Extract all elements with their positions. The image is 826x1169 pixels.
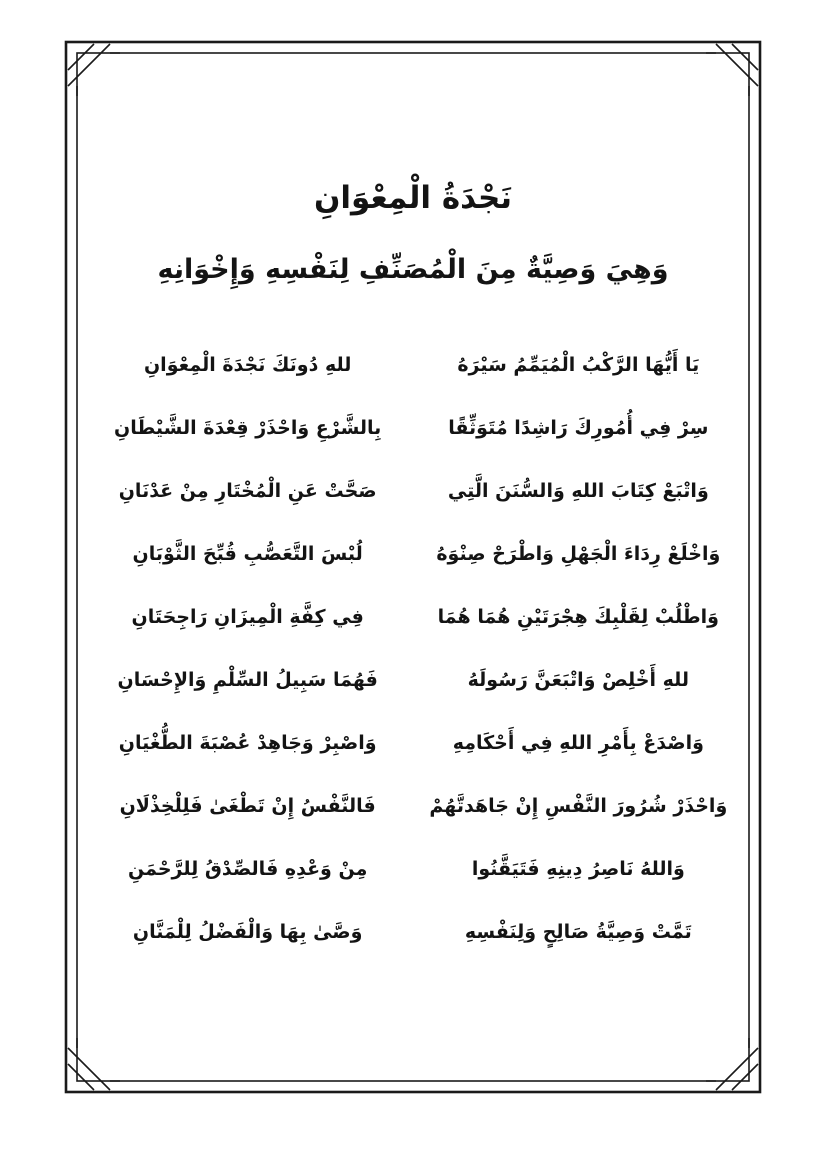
- verse-second-hemistich: لُبْسَ التَّعَصُّبِ قُبِّحَ الثَّوْبَانِ: [132, 543, 363, 565]
- verse-row: [92, 347, 734, 383]
- verse-first-hemistich: وَاخْلَعْ رِدَاءَ الْجَهْلِ وَاطْرَحْ صِنْوَهُ: [436, 543, 721, 565]
- verse-second-hemistich: صَحَّتْ عَنِ الْمُخْتَارِ مِنْ عَدْنَانِ: [118, 480, 377, 502]
- verse-second-hemistich: وَصَّىٰ بِهَا وَالْفَضْلُ لِلْمَنَّانِ: [132, 921, 363, 943]
- verse-row: [92, 788, 734, 824]
- verse-row: [92, 410, 734, 446]
- poem-subtitle: وَهِيَ وَصِيَّةٌ مِنَ الْمُصَنِّفِ لِنَفْسِهِ وَإِخْوَانِهِ: [157, 254, 669, 285]
- verse-row: [92, 599, 734, 635]
- verse-first-hemistich: وَاحْذَرْ شُرُورَ النَّفْسِ إِنْ جَاهَدتَّهُمْ: [429, 795, 728, 817]
- poem-title: نَجْدَةُ الْمِعْوَانِ: [313, 180, 513, 216]
- verse-row: [92, 473, 734, 509]
- verse-second-hemistich: للهِ دُونَكَ نَجْدَةَ الْمِعْوَانِ: [143, 354, 352, 376]
- verse-second-hemistich: فَالنَّفْسُ إِنْ تَطْغَىٰ فَلِلْخِذْلَانِ: [119, 795, 376, 817]
- verse-second-hemistich: بِالشَّرْعِ وَاحْذَرْ قِعْدَةَ الشَّيْطَانِ: [114, 417, 382, 439]
- verse-first-hemistich: للهِ أَخْلِصْ وَاتْبَعَنَّ رَسُولَهُ: [467, 669, 689, 691]
- verse-first-hemistich: وَاصْدَعْ بِأَمْرِ اللهِ فِي أَحْكَامِهِ: [452, 732, 704, 754]
- verse-list: [92, 347, 734, 950]
- verse-row: [92, 536, 734, 572]
- corner-ornament-bottom-left: [68, 1038, 120, 1090]
- verse-row: [92, 662, 734, 698]
- corner-ornament-bottom-right: [706, 1038, 758, 1090]
- verse-first-hemistich: سِرْ فِي أُمُورِكَ رَاشِدًا مُتَوَثِّقًا: [448, 417, 709, 439]
- verse-second-hemistich: وَاصْبِرْ وَجَاهِدْ عُصْبَةَ الطُّغْيَانِ: [118, 732, 377, 754]
- verse-second-hemistich: فِي كِفَّةِ الْمِيزَانِ رَاجِحَتَانِ: [131, 606, 364, 628]
- verse-row: [92, 914, 734, 950]
- verse-first-hemistich: وَاتْبَعْ كِتَابَ اللهِ وَالسُّنَنَ الَّتِي: [447, 480, 709, 502]
- verse-first-hemistich: وَاللهُ نَاصِرُ دِينِهِ فَتَيَقَّنُوا: [471, 858, 685, 880]
- verse-row: [92, 851, 734, 887]
- verse-row: [92, 725, 734, 761]
- verse-second-hemistich: مِنْ وَعْدِهِ فَالصِّدْقُ لِلرَّحْمَنِ: [128, 858, 368, 880]
- verse-first-hemistich: يَا أَيُّهَا الرَّكْبُ الْمُيَمِّمُ سَيْرَهُ: [457, 354, 700, 376]
- verse-second-hemistich: فَهُمَا سَبِيلُ السِّلْمِ وَالإِحْسَانِ: [117, 669, 378, 691]
- verse-first-hemistich: وَاطْلُبْ لِقَلْبِكَ هِجْرَتَيْنِ هُمَا هُمَا: [437, 606, 719, 628]
- poem-content: [92, 40, 734, 977]
- verse-first-hemistich: تَمَّتْ وَصِيَّةُ صَالِحٍ وَلِنَفْسِهِ: [464, 921, 692, 943]
